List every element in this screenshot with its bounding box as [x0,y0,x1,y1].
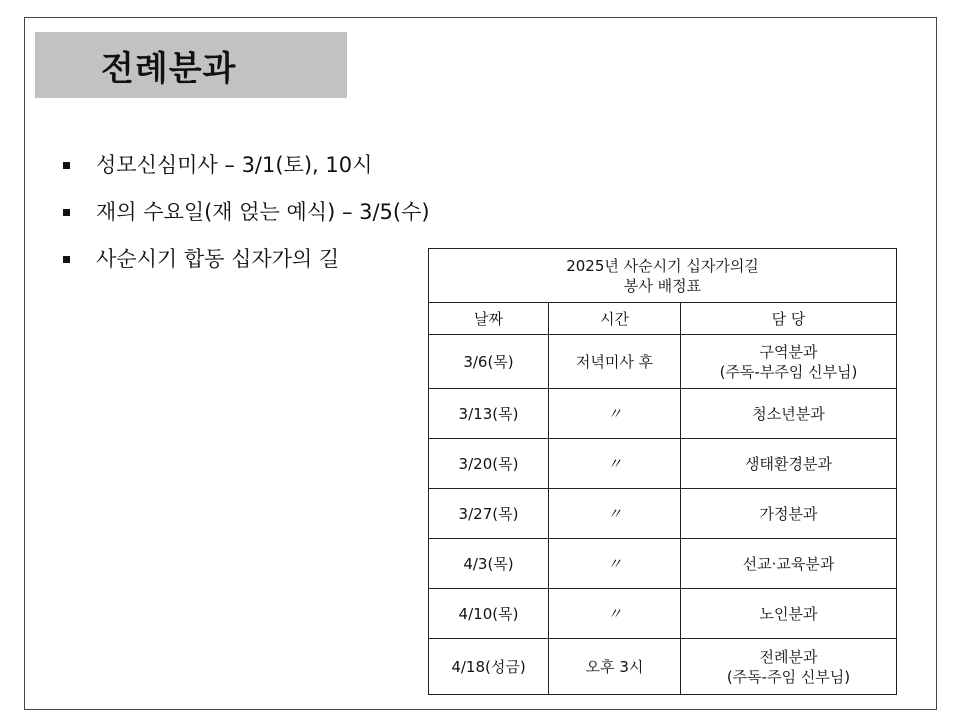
title-banner [35,32,347,98]
bullet-item [60,146,430,193]
cell-dept: 가정분과 [681,489,897,539]
slide-title: 전례분과 [101,48,237,89]
cell-time-ditto: 〃 [549,539,681,589]
cell-time: 오후 3시 [549,639,681,695]
table-row [429,335,897,389]
table-row [429,389,897,439]
cell-dept: 선교·교육분과 [681,539,897,589]
bullet-square-icon [63,162,70,169]
table-row [429,489,897,539]
bullet-item [60,193,430,240]
cell-dept: 청소년분과 [681,389,897,439]
cell-dept: 생태환경분과 [681,439,897,489]
bullet-square-icon [63,256,70,263]
cell-date: 4/3(목) [429,539,549,589]
bullet-text: 사순시기 합동 십자가의 길 [96,247,340,271]
table-row [429,639,897,695]
cell-time: 저녁미사 후 [549,335,681,389]
header-dept: 담 당 [681,303,897,335]
table-row [429,539,897,589]
bullet-text: 재의 수요일(재 얹는 예식) – 3/5(수) [96,200,430,224]
dept-name: 구역분과 [759,342,818,361]
dept-note: (주독-주임 신부님) [726,667,851,686]
bullet-list [60,146,430,287]
header-date: 날짜 [429,303,549,335]
table-row [429,439,897,489]
bullet-text: 성모신심미사 – 3/1(토), 10시 [96,153,373,177]
cell-date: 4/10(목) [429,589,549,639]
cell-dept [681,335,897,389]
table-caption [429,249,897,303]
cell-time-ditto: 〃 [549,439,681,489]
cell-dept [681,639,897,695]
cell-date: 4/18(성금) [429,639,549,695]
cell-date: 3/20(목) [429,439,549,489]
dept-note: (주독-부주임 신부님) [719,362,858,381]
cell-time-ditto: 〃 [549,489,681,539]
cell-dept: 노인분과 [681,589,897,639]
caption-line-1: 2025년 사순시기 십자가의길 [566,256,759,275]
cell-date: 3/13(목) [429,389,549,439]
table-row [429,589,897,639]
cell-date: 3/6(목) [429,335,549,389]
cell-time-ditto: 〃 [549,589,681,639]
bullet-square-icon [63,209,70,216]
dept-name: 전례분과 [759,647,818,666]
header-time: 시간 [549,303,681,335]
bullet-item [60,240,430,287]
cell-time-ditto: 〃 [549,389,681,439]
schedule-table [428,248,897,695]
caption-line-2: 봉사 배정표 [623,276,702,295]
cell-date: 3/27(목) [429,489,549,539]
